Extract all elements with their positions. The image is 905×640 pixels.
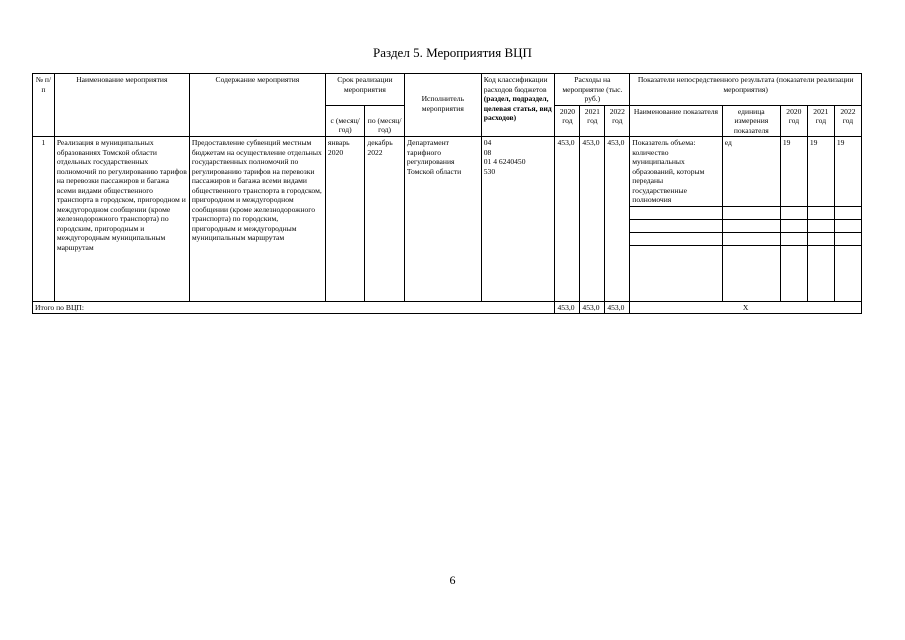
- header-term-to: по (месяц/ год): [365, 105, 404, 137]
- empty-cell: [807, 245, 834, 301]
- header-ind-name: Наименование показателя: [630, 105, 722, 137]
- header-term: Срок реализации мероприятия: [325, 74, 404, 106]
- measures-table: [32, 73, 862, 314]
- header-exp-2022: 2022 год: [605, 105, 630, 137]
- row-executor: Департамент тарифного регулирования Томской области: [404, 137, 481, 302]
- table-row: [33, 137, 862, 207]
- header-ind-2022: 2022 год: [834, 105, 861, 137]
- empty-cell: [780, 219, 807, 232]
- total-row: [33, 301, 862, 314]
- row-ind-name: Показатель объема: количество муниципальных образований, которым переданы государственные полномочия: [630, 137, 722, 207]
- empty-cell: [834, 232, 861, 245]
- header-code-top: Код классификации расходов бюджетов: [483, 75, 548, 94]
- row-ind-2022: 19: [834, 137, 861, 207]
- empty-cell: [780, 206, 807, 219]
- row-term-from: январь 2020: [325, 137, 364, 302]
- row-ind-unit: ед: [722, 137, 780, 207]
- header-ind-2021: 2021 год: [807, 105, 834, 137]
- empty-cell: [834, 206, 861, 219]
- header-code-bold: (раздел, подраздел, целевая статья, вид расходов): [483, 94, 552, 122]
- header-ind-2020: 2020 год: [780, 105, 807, 137]
- empty-cell: [807, 219, 834, 232]
- section-title: Раздел 5. Мероприятия ВЦП: [373, 45, 532, 60]
- row-code: 04 08 01 4 6240450 530: [481, 137, 555, 302]
- total-label: Итого по ВЦП:: [33, 301, 555, 314]
- row-term-to: декабрь 2022: [365, 137, 404, 302]
- total-exp-2022: 453,0: [605, 301, 630, 314]
- row-num: 1: [33, 137, 55, 302]
- row-exp-2022: 453,0: [605, 137, 630, 302]
- empty-cell: [722, 245, 780, 301]
- total-exp-2021: 453,0: [580, 301, 605, 314]
- row-exp-2021: 453,0: [580, 137, 605, 302]
- header-term-from: с (месяц/ год): [325, 105, 364, 137]
- header-content: Содержание мероприятия: [189, 74, 325, 137]
- empty-cell: [630, 245, 722, 301]
- empty-cell: [780, 232, 807, 245]
- header-ind-unit: единица измерения показателя: [722, 105, 780, 137]
- header-indicators: Показатели непосредственного результата (показатели реализации мероприятия): [630, 74, 862, 106]
- row-name: Реализация в муниципальных образованиях Томской области отдельных государственных полномочий по регулированию тарифов на перевозки пассажиров и багажа всеми видами общественного транспорта в городском, пригородном и междугородном сообщении (кроме железнодорожного транспорта) по городским, пригородным и междугородным муниципальным маршрутам: [54, 137, 189, 302]
- empty-cell: [722, 206, 780, 219]
- empty-cell: [630, 206, 722, 219]
- total-exp-2020: 453,0: [555, 301, 580, 314]
- row-ind-2020: 19: [780, 137, 807, 207]
- header-executor: Исполнитель мероприятия: [404, 74, 481, 137]
- header-num: № п/п: [33, 74, 55, 137]
- empty-cell: [722, 232, 780, 245]
- row-exp-2020: 453,0: [555, 137, 580, 302]
- header-expenses: Расходы на мероприятие (тыс. руб.): [555, 74, 630, 106]
- empty-cell: [630, 219, 722, 232]
- total-x: Х: [630, 301, 862, 314]
- row-ind-2021: 19: [807, 137, 834, 207]
- header-exp-2021: 2021 год: [580, 105, 605, 137]
- empty-cell: [807, 206, 834, 219]
- header-code: [481, 74, 555, 137]
- table-header-row: [33, 74, 862, 106]
- header-exp-2020: 2020 год: [555, 105, 580, 137]
- empty-cell: [780, 245, 807, 301]
- empty-cell: [722, 219, 780, 232]
- page-number: 6: [449, 573, 456, 587]
- header-name: Наименование мероприятия: [54, 74, 189, 137]
- empty-cell: [630, 232, 722, 245]
- empty-cell: [807, 232, 834, 245]
- row-content: Предоставление субвенций местным бюджетам на осуществление отдельных государственных полномочий по регулированию тарифов на перевозки пассажиров и багажа всеми видами общественного транспорта в городском, пригородном и междугородном сообщении (кроме железнодорожного транспорта) по городским, пригородным и междугородным муниципальным маршрутам: [189, 137, 325, 302]
- empty-cell: [834, 219, 861, 232]
- empty-cell: [834, 245, 861, 301]
